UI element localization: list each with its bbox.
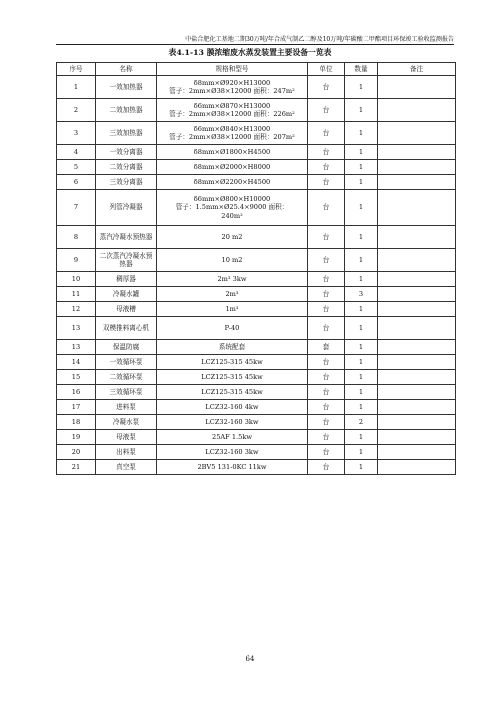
spec-line: LCZ125-315 45kw — [201, 387, 263, 396]
cell-unit: 台 — [308, 122, 345, 145]
spec-line: LCZ125-315 45kw — [201, 357, 263, 366]
spec-line: 管子：2mm×Ø38×12000 面积：226m² — [169, 110, 295, 118]
spec-line: 1m³ — [225, 304, 239, 313]
cell-spec — [157, 249, 308, 272]
cell-qty: 1 — [345, 460, 378, 475]
cell-name: 稠厚器 — [96, 272, 157, 287]
cell-unit: 台 — [308, 370, 345, 385]
spec-line: 管子：2mm×Ø38×12000 面积：207m² — [169, 133, 295, 141]
cell-name: 二效分离器 — [96, 160, 157, 175]
spec-line: δ8mm×Ø1800×H4500 — [193, 147, 271, 156]
spec-line: 管子：2mm×Ø38×12000 面积：247m² — [169, 87, 295, 95]
cell-unit: 台 — [308, 76, 345, 99]
cell-note — [378, 460, 456, 475]
cell-unit: 台 — [308, 99, 345, 122]
table-row — [57, 249, 456, 272]
cell-no: 3 — [57, 122, 96, 145]
cell-note — [378, 400, 456, 415]
cell-qty: 1 — [345, 99, 378, 122]
cell-spec — [157, 385, 308, 400]
cell-name: 一效加热器 — [96, 76, 157, 99]
cell-unit: 台 — [308, 430, 345, 445]
page-number: 64 — [245, 655, 255, 663]
column-header: 序号 — [57, 63, 96, 76]
cell-note — [378, 122, 456, 145]
cell-qty: 1 — [345, 249, 378, 272]
table-row — [57, 302, 456, 317]
cell-spec — [157, 415, 308, 430]
cell-qty: 3 — [345, 287, 378, 302]
equipment-table — [56, 62, 456, 475]
cell-qty: 1 — [345, 445, 378, 460]
cell-note — [378, 385, 456, 400]
cell-no: 7 — [57, 190, 96, 226]
spec-line: δ6mm×Ø840×H13000 — [193, 124, 271, 133]
cell-spec — [157, 317, 308, 340]
cell-unit: 台 — [308, 445, 345, 460]
cell-name: 列管冷凝器 — [96, 190, 157, 226]
table-row — [57, 460, 456, 475]
spec-line: 20 m2 — [221, 232, 243, 241]
cell-note — [378, 370, 456, 385]
table-header-row — [57, 63, 456, 76]
cell-name: 三效分离器 — [96, 175, 157, 190]
cell-qty: 1 — [345, 175, 378, 190]
cell-qty: 1 — [345, 272, 378, 287]
cell-note — [378, 445, 456, 460]
table-row — [57, 287, 456, 302]
cell-spec — [157, 355, 308, 370]
table-row — [57, 370, 456, 385]
cell-unit: 套 — [308, 340, 345, 355]
cell-note — [378, 99, 456, 122]
table-row — [57, 385, 456, 400]
column-header: 规格和型号 — [157, 63, 308, 76]
spec-line: LCZ125-315 45kw — [201, 372, 263, 381]
cell-qty: 1 — [345, 122, 378, 145]
table-row — [57, 160, 456, 175]
cell-qty: 1 — [345, 355, 378, 370]
cell-spec — [157, 226, 308, 249]
cell-unit: 台 — [308, 145, 345, 160]
cell-name: 进料泵 — [96, 400, 157, 415]
column-header: 备注 — [378, 63, 456, 76]
cell-qty: 1 — [345, 302, 378, 317]
cell-spec — [157, 370, 308, 385]
cell-note — [378, 272, 456, 287]
cell-name: 二效循环泵 — [96, 370, 157, 385]
table-caption: 表4.1-13 膜浓缩废水蒸发装置主要设备一览表 — [168, 48, 332, 57]
spec-line: δ8mm×Ø2000×H8000 — [193, 162, 271, 171]
cell-qty: 1 — [345, 385, 378, 400]
spec-line: δ6mm×Ø800×H10000 — [193, 195, 271, 204]
cell-qty: 1 — [345, 370, 378, 385]
table-row — [57, 226, 456, 249]
table-row — [57, 145, 456, 160]
spec-line: 2m³ 3kw — [217, 274, 247, 283]
table-row — [57, 175, 456, 190]
cell-no: 12 — [57, 302, 96, 317]
spec-line: 2BV5 131-0KC 11kw — [197, 462, 267, 471]
cell-name: 三效加热器 — [96, 122, 157, 145]
cell-spec — [157, 175, 308, 190]
cell-unit: 台 — [308, 287, 345, 302]
cell-note — [378, 175, 456, 190]
cell-name: 真空泵 — [96, 460, 157, 475]
cell-name: 二次蒸汽冷凝水预热器 — [96, 249, 157, 272]
cell-qty: 1 — [345, 145, 378, 160]
spec-line: δ6mm×Ø870×H13000 — [193, 101, 271, 110]
cell-note — [378, 145, 456, 160]
cell-no: 15 — [57, 370, 96, 385]
cell-no: 2 — [57, 99, 96, 122]
cell-spec — [157, 272, 308, 287]
cell-unit: 台 — [308, 385, 345, 400]
table-row — [57, 317, 456, 340]
cell-spec — [157, 287, 308, 302]
cell-qty: 1 — [345, 160, 378, 175]
cell-spec — [157, 400, 308, 415]
cell-note — [378, 355, 456, 370]
cell-no: 20 — [57, 445, 96, 460]
cell-unit: 台 — [308, 249, 345, 272]
table-row — [57, 445, 456, 460]
cell-name: 二效加热器 — [96, 99, 157, 122]
cell-note — [378, 430, 456, 445]
cell-unit: 台 — [308, 415, 345, 430]
cell-qty: 1 — [345, 400, 378, 415]
cell-note — [378, 415, 456, 430]
cell-name: 冷凝水罐 — [96, 287, 157, 302]
cell-qty: 1 — [345, 190, 378, 226]
table-row — [57, 355, 456, 370]
cell-unit: 台 — [308, 190, 345, 226]
spec-line: LCZ32-160 3kw — [205, 417, 259, 426]
cell-unit: 台 — [308, 355, 345, 370]
cell-no: 19 — [57, 430, 96, 445]
cell-no: 18 — [57, 415, 96, 430]
cell-note — [378, 340, 456, 355]
cell-no: 4 — [57, 145, 96, 160]
cell-qty: 1 — [345, 340, 378, 355]
table-row — [57, 400, 456, 415]
cell-name: 蒸汽冷凝水预热器 — [96, 226, 157, 249]
cell-name: 母液泵 — [96, 430, 157, 445]
cell-no: 14 — [57, 355, 96, 370]
cell-name: 一效循环泵 — [96, 355, 157, 370]
column-header: 名称 — [96, 63, 157, 76]
cell-name: 三效循环泵 — [96, 385, 157, 400]
cell-no: 13 — [57, 317, 96, 340]
cell-note — [378, 287, 456, 302]
cell-no: 17 — [57, 400, 96, 415]
cell-spec — [157, 99, 308, 122]
spec-line: 25AF 1.5kw — [212, 432, 252, 441]
cell-no: 5 — [57, 160, 96, 175]
table-row — [57, 99, 456, 122]
spec-line: 10 m2 — [221, 255, 243, 264]
cell-no: 13 — [57, 340, 96, 355]
cell-note — [378, 226, 456, 249]
cell-name: 一效分离器 — [96, 145, 157, 160]
cell-note — [378, 302, 456, 317]
cell-no: 9 — [57, 249, 96, 272]
cell-no: 6 — [57, 175, 96, 190]
table-row — [57, 430, 456, 445]
cell-no: 16 — [57, 385, 96, 400]
cell-spec — [157, 76, 308, 99]
cell-note — [378, 160, 456, 175]
cell-qty: 2 — [345, 415, 378, 430]
table-row — [57, 190, 456, 226]
cell-unit: 台 — [308, 317, 345, 340]
cell-unit: 台 — [308, 226, 345, 249]
spec-line: δ8mm×Ø920×H13000 — [193, 78, 271, 87]
cell-unit: 台 — [308, 175, 345, 190]
spec-line: δ8mm×Ø2200×H4500 — [193, 177, 271, 186]
cell-unit: 台 — [308, 400, 345, 415]
cell-name: 冷凝水泵 — [96, 415, 157, 430]
spec-line: P-40 — [224, 323, 240, 332]
cell-unit: 台 — [308, 272, 345, 287]
cell-unit: 台 — [308, 460, 345, 475]
cell-note — [378, 76, 456, 99]
table-row — [57, 76, 456, 99]
table-row — [57, 272, 456, 287]
spec-line: 240m² — [221, 211, 243, 220]
cell-note — [378, 249, 456, 272]
cell-qty: 1 — [345, 226, 378, 249]
cell-spec — [157, 122, 308, 145]
cell-spec — [157, 460, 308, 475]
cell-unit: 台 — [308, 160, 345, 175]
table-row — [57, 340, 456, 355]
spec-line: 管子：1.5mm×Ø25.4×9000 面积： — [175, 203, 289, 212]
cell-spec — [157, 340, 308, 355]
spec-line: 系统配套 — [218, 342, 246, 351]
cell-spec — [157, 302, 308, 317]
cell-spec — [157, 145, 308, 160]
cell-spec — [157, 190, 308, 226]
spec-line: 2m³ — [225, 289, 239, 298]
spec-line: LCZ32-160 4kw — [205, 402, 259, 411]
cell-no: 11 — [57, 287, 96, 302]
running-header: 中盐合肥化工基地二期30万吨/年合成气制乙二醇及10万吨/年碳酸二甲酯项目环保竣工验收监测报告 — [185, 36, 454, 43]
cell-note — [378, 190, 456, 226]
cell-qty: 1 — [345, 76, 378, 99]
cell-no: 8 — [57, 226, 96, 249]
cell-spec — [157, 430, 308, 445]
cell-name: 母液槽 — [96, 302, 157, 317]
cell-no: 10 — [57, 272, 96, 287]
table-row — [57, 415, 456, 430]
header-rule — [56, 44, 454, 45]
cell-name: 双模推料离心机 — [96, 317, 157, 340]
column-header: 数量 — [345, 63, 378, 76]
cell-note — [378, 317, 456, 340]
table-row — [57, 122, 456, 145]
cell-spec — [157, 445, 308, 460]
cell-unit: 台 — [308, 302, 345, 317]
cell-spec — [157, 160, 308, 175]
cell-no: 1 — [57, 76, 96, 99]
column-header: 单位 — [308, 63, 345, 76]
cell-qty: 1 — [345, 430, 378, 445]
cell-no: 21 — [57, 460, 96, 475]
cell-name: 保温防腐 — [96, 340, 157, 355]
cell-name: 出料泵 — [96, 445, 157, 460]
spec-line: LCZ32-160 3kw — [205, 447, 259, 456]
cell-qty: 1 — [345, 317, 378, 340]
